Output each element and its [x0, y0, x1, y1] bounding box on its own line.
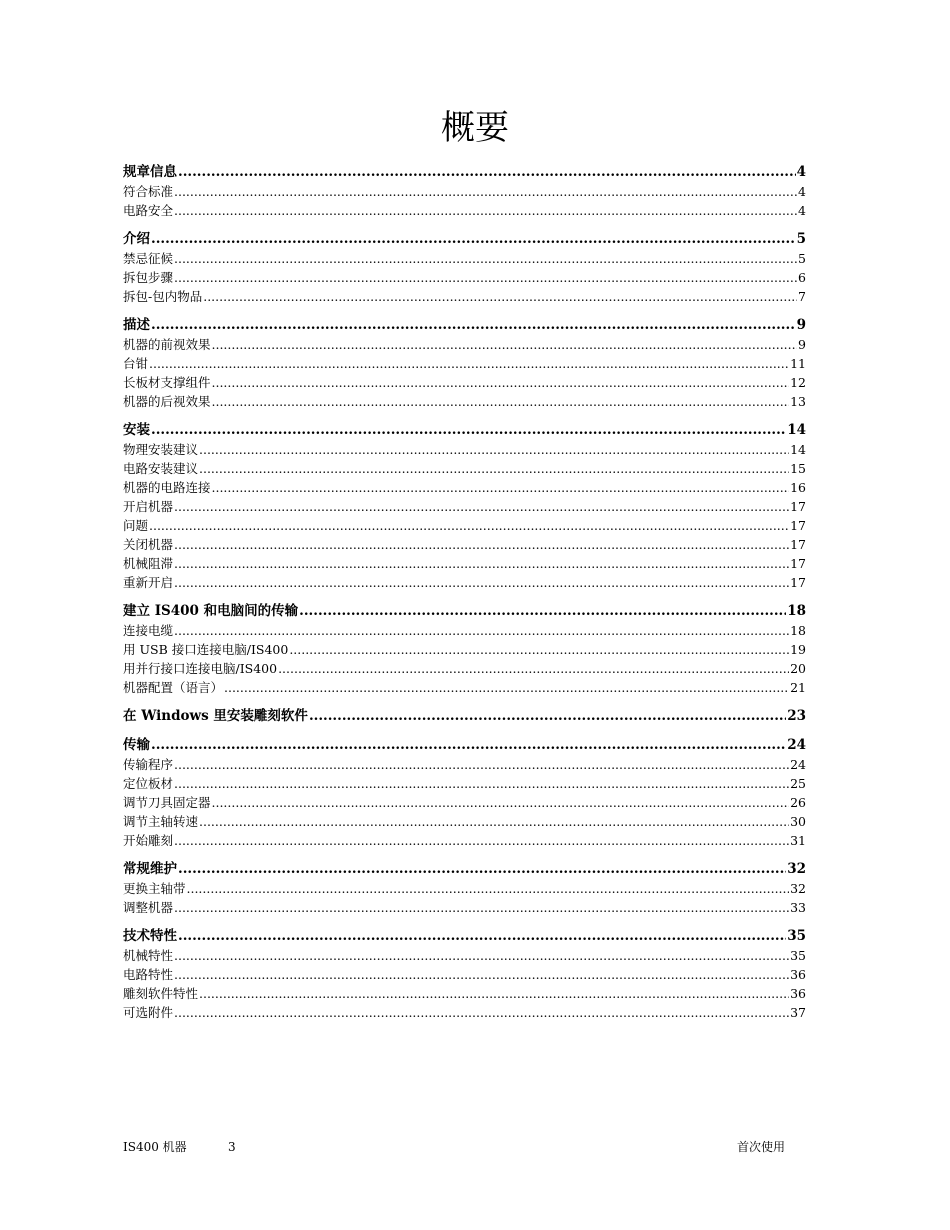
toc-chapter-entry-page-number: 23 [787, 708, 806, 724]
toc-subentry-label: 拆包-包内物品 [123, 289, 203, 304]
dot-leader [224, 678, 789, 697]
toc-subentry-label: 机器的前视效果 [123, 337, 211, 352]
toc-subentry-label: 电路安全 [123, 203, 174, 218]
toc-chapter-entry-page-number: 35 [787, 928, 806, 944]
toc-subentry[interactable] [123, 440, 806, 459]
dot-leader [174, 201, 797, 220]
toc-subentry-page-number: 4 [798, 203, 806, 218]
dot-leader [149, 516, 789, 535]
toc-chapter-entry-label: 在 Windows 里安装雕刻软件 [123, 708, 308, 724]
dot-leader [174, 497, 789, 516]
dot-leader [174, 755, 789, 774]
toc-subentry[interactable] [123, 554, 806, 573]
toc-chapter-entry-page-number: 32 [787, 861, 806, 877]
toc-subentry[interactable] [123, 535, 806, 554]
toc-subentry[interactable] [123, 898, 806, 917]
toc-subentry[interactable] [123, 755, 806, 774]
dot-leader [174, 898, 789, 917]
toc-subentry-page-number: 17 [790, 537, 806, 552]
toc-section [123, 601, 806, 697]
dot-leader [187, 879, 790, 898]
toc-subentry-page-number: 32 [790, 881, 806, 896]
dot-leader [151, 420, 786, 440]
toc-subentry-page-number: 25 [790, 776, 806, 791]
dot-leader [174, 946, 789, 965]
toc-subentry-label: 问题 [123, 518, 149, 533]
dot-leader [174, 774, 789, 793]
toc-subentry-page-number: 11 [790, 356, 806, 371]
dot-leader [212, 793, 790, 812]
toc-subentry-page-number: 17 [790, 556, 806, 571]
toc-subentry-label: 机器配置（语言） [123, 680, 224, 695]
toc-chapter-entry-label: 安装 [123, 422, 150, 438]
toc-subentry-page-number: 21 [790, 680, 806, 695]
dot-leader [199, 440, 789, 459]
toc-subentry[interactable] [123, 354, 806, 373]
toc-subentry-page-number: 37 [790, 1005, 806, 1020]
toc-subentry[interactable] [123, 373, 806, 392]
toc-chapter-entry[interactable] [123, 162, 806, 182]
dot-leader [174, 573, 789, 592]
toc-subentry[interactable] [123, 268, 806, 287]
toc-subentry-label: 连接电缆 [123, 623, 174, 638]
dot-leader [151, 315, 796, 335]
toc-subentry-label: 电路安装建议 [123, 461, 199, 476]
footer-section-name: 首次使用 [736, 1140, 785, 1154]
toc-subentry-label: 机器的电路连接 [123, 480, 211, 495]
dot-leader [174, 554, 789, 573]
toc-subentry-page-number: 33 [790, 900, 806, 915]
toc-subentry-label: 调节刀具固定器 [123, 795, 211, 810]
toc-subentry-label: 电路特性 [123, 967, 174, 982]
footer-page-number: 3 [228, 1140, 236, 1154]
footer-document-name: IS400 机器 [123, 1140, 187, 1154]
toc-subentry[interactable] [123, 640, 806, 659]
toc-subentry-label: 调整机器 [123, 900, 174, 915]
toc-subentry-label: 符合标准 [123, 184, 174, 199]
toc-chapter-entry-page-number: 24 [787, 737, 806, 753]
toc-section [123, 859, 806, 917]
dot-leader [309, 706, 786, 726]
toc-subentry-page-number: 7 [798, 289, 806, 304]
dot-leader [174, 268, 797, 287]
toc-subentry-page-number: 17 [790, 575, 806, 590]
toc-subentry-page-number: 17 [790, 499, 806, 514]
dot-leader [174, 535, 789, 554]
toc-chapter-entry-label: 传输 [123, 737, 150, 753]
toc-section [123, 926, 806, 1022]
toc-section [123, 315, 806, 411]
toc-subentry-page-number: 16 [790, 480, 806, 495]
toc-subentry-label: 开始雕刻 [123, 833, 174, 848]
toc-subentry[interactable] [123, 478, 806, 497]
dot-leader [174, 965, 789, 984]
toc-chapter-entry[interactable] [123, 229, 806, 249]
toc-subentry-page-number: 17 [790, 518, 806, 533]
toc-subentry-page-number: 31 [790, 833, 806, 848]
toc-chapter-entry-page-number: 14 [787, 422, 806, 438]
toc-chapter-entry[interactable] [123, 859, 806, 879]
dot-leader [174, 1003, 789, 1022]
dot-leader [149, 354, 789, 373]
toc-subentry[interactable] [123, 497, 806, 516]
dot-leader [212, 335, 798, 354]
toc-subentry[interactable] [123, 1003, 806, 1022]
dot-leader [174, 249, 797, 268]
dot-leader [151, 735, 786, 755]
toc-subentry[interactable] [123, 774, 806, 793]
toc-section [123, 420, 806, 592]
toc-subentry-label: 雕刻软件特性 [123, 986, 199, 1001]
dot-leader [299, 601, 786, 621]
toc-subentry[interactable] [123, 573, 806, 592]
dot-leader [203, 287, 797, 306]
toc-subentry[interactable] [123, 812, 806, 831]
toc-subentry-label: 传输程序 [123, 757, 174, 772]
dot-leader [199, 984, 789, 1003]
toc-section [123, 735, 806, 850]
toc-subentry-page-number: 5 [798, 251, 806, 266]
toc-chapter-entry-page-number: 5 [796, 231, 806, 247]
toc-subentry-label: 机械阻滞 [123, 556, 174, 571]
dot-leader [199, 812, 789, 831]
toc-section [123, 162, 806, 220]
toc-subentry-page-number: 14 [790, 442, 806, 457]
dot-leader [289, 640, 789, 659]
toc-subentry-page-number: 15 [790, 461, 806, 476]
toc-subentry-label: 机械特性 [123, 948, 174, 963]
dot-leader [199, 459, 789, 478]
toc-subentry-label: 可选附件 [123, 1005, 174, 1020]
toc-subentry-label: 拆包步骤 [123, 270, 174, 285]
toc-subentry-label: 调节主轴转速 [123, 814, 199, 829]
toc-subentry[interactable] [123, 392, 806, 411]
toc-chapter-entry-page-number: 4 [796, 164, 806, 180]
table-of-contents [123, 162, 806, 1031]
toc-subentry[interactable] [123, 984, 806, 1003]
toc-chapter-entry-label: 描述 [123, 317, 150, 333]
toc-subentry-label: 机器的后视效果 [123, 394, 211, 409]
toc-subentry-label: 开启机器 [123, 499, 174, 514]
toc-chapter-entry-label: 常规维护 [123, 861, 177, 877]
toc-subentry-page-number: 12 [790, 375, 806, 390]
toc-chapter-entry[interactable] [123, 926, 806, 946]
toc-subentry[interactable] [123, 793, 806, 812]
toc-subentry[interactable] [123, 182, 806, 201]
toc-subentry-page-number: 36 [790, 986, 806, 1001]
toc-chapter-entry-label: 规章信息 [123, 164, 177, 180]
toc-subentry-label: 关闭机器 [123, 537, 174, 552]
toc-subentry-label: 禁忌征候 [123, 251, 174, 266]
toc-section [123, 706, 806, 726]
toc-subentry-label: 用并行接口连接电脑/IS400 [123, 661, 278, 676]
dot-leader [174, 182, 797, 201]
toc-subentry[interactable] [123, 965, 806, 984]
toc-subentry[interactable] [123, 459, 806, 478]
dot-leader [174, 831, 789, 850]
toc-chapter-entry-label: 介绍 [123, 231, 150, 247]
toc-subentry-label: 物理安装建议 [123, 442, 199, 457]
dot-leader [212, 392, 790, 411]
dot-leader [212, 478, 790, 497]
toc-subentry[interactable] [123, 831, 806, 850]
page-title: 概要 [441, 108, 509, 148]
toc-subentry-label: 用 USB 接口连接电脑/IS400 [123, 642, 289, 657]
toc-subentry[interactable] [123, 621, 806, 640]
toc-chapter-entry-page-number: 18 [787, 603, 806, 619]
toc-subentry-page-number: 18 [790, 623, 806, 638]
toc-subentry-page-number: 9 [798, 337, 806, 352]
dot-leader [178, 859, 786, 879]
toc-chapter-entry[interactable] [123, 420, 806, 440]
toc-subentry-label: 更换主轴带 [123, 881, 186, 896]
toc-chapter-entry[interactable] [123, 735, 806, 755]
toc-chapter-entry-page-number: 9 [796, 317, 806, 333]
toc-subentry[interactable] [123, 249, 806, 268]
toc-chapter-entry-label: 建立 IS400 和电脑间的传输 [123, 603, 299, 619]
dot-leader [278, 659, 789, 678]
dot-leader [174, 621, 789, 640]
toc-subentry-page-number: 19 [790, 642, 806, 657]
toc-subentry-page-number: 30 [790, 814, 806, 829]
toc-chapter-entry-label: 技术特性 [123, 928, 177, 944]
toc-subentry[interactable] [123, 201, 806, 220]
dot-leader [151, 229, 796, 249]
toc-subentry[interactable] [123, 659, 806, 678]
dot-leader [178, 926, 786, 946]
toc-subentry[interactable] [123, 335, 806, 354]
toc-chapter-entry[interactable] [123, 315, 806, 335]
dot-leader [178, 162, 796, 182]
toc-subentry[interactable] [123, 287, 806, 306]
toc-chapter-entry[interactable] [123, 601, 806, 621]
toc-subentry-page-number: 20 [790, 661, 806, 676]
toc-subentry-page-number: 35 [790, 948, 806, 963]
toc-subentry[interactable] [123, 946, 806, 965]
toc-subentry-page-number: 4 [798, 184, 806, 199]
toc-section [123, 229, 806, 306]
toc-subentry-label: 台钳 [123, 356, 149, 371]
toc-subentry-page-number: 24 [790, 757, 806, 772]
dot-leader [212, 373, 790, 392]
toc-subentry-page-number: 13 [790, 394, 806, 409]
toc-subentry-label: 重新开启 [123, 575, 174, 590]
toc-subentry-page-number: 6 [798, 270, 806, 285]
toc-subentry-page-number: 36 [790, 967, 806, 982]
toc-subentry[interactable] [123, 879, 806, 898]
toc-subentry-label: 长板材支撑组件 [123, 375, 211, 390]
toc-subentry-label: 定位板材 [123, 776, 174, 791]
toc-subentry[interactable] [123, 678, 806, 697]
toc-subentry-page-number: 26 [790, 795, 806, 810]
toc-subentry[interactable] [123, 516, 806, 535]
toc-chapter-entry[interactable] [123, 706, 806, 726]
